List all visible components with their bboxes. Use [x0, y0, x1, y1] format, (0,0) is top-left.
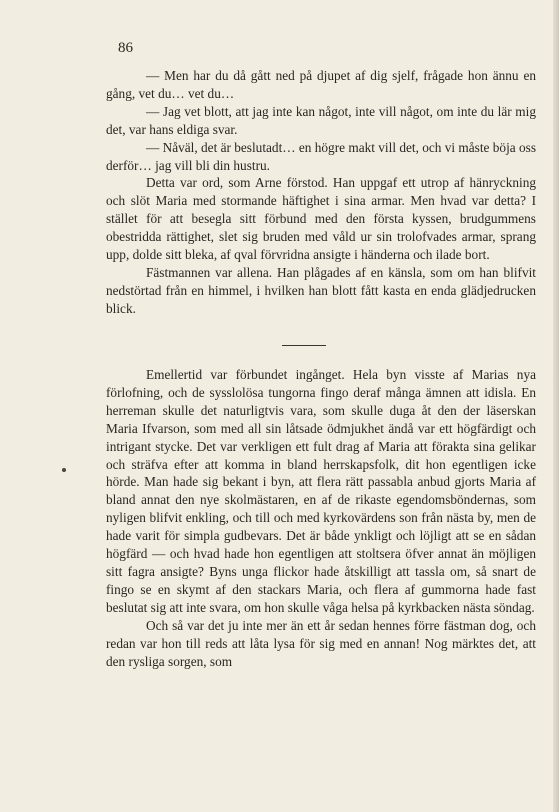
paragraph: Emellertid var förbundet ingånget. Hela byn visste af Marias nya förlofning, och de sysslolösa tungorna fingo deraf många ämnen att idisla. En herreman skulle det naturligtvis vara, som skulle duga åt den der läserskan Maria Ifvarson, som med all sin låtsade ödmjukhet ändå var ett högfärdigt och intrigant stycke. Det var verkligen ett fult drag af Maria att förakta sina gelikar och sträfva efter att komma in bland herrskapsfolk, dit hon egentligen icke hörde. Man hade sig bekant i byn, att flera rätt passabla anbud gjorts Maria af bland annat den nye skolmästaren, en af de rikaste egendomsböndernas, som nyligen blifvit enkling, och till och med kyrkovärdens son från nästa by, men de hade varit för simpla gudbevars. Det är både ynkligt och löjligt att se en sådan högfärd — och hvad hade hon egentligen att stoltsera öfver annat än möjligen sitt fagra ansigte? Byns unga flickor hade åtskilligt att tassla om, så snart de fingo se en skymt af den stackars Maria, och flera af gummorna hade fast beslutat sig att inte svara, om hon skulle våga helsa på kyrkbacken nästa söndag.	[106, 367, 536, 615]
page-number: 86	[118, 40, 133, 56]
paragraph: Detta var ord, som Arne förstod. Han uppgaf ett utrop af hänryckning och slöt Maria med stormande häftighet i sina armar. Men hvad var detta? I stället för att besegla sitt förbund med den första kyssen, brudgummens obestridda rättighet, slet sig bruden med våld ur sin trolofvades armar, sprang upp, dolde sitt bleka, af qval förvridna ansigte i händerna och ilade bort.	[106, 175, 536, 263]
section-divider	[282, 345, 326, 346]
paragraph: Och så var det ju inte mer än ett år sedan hennes förre fästman dog, och redan var hon till reds att låta lysa för sig med en annan! Nog märktes det, att den rysliga sorgen, som	[106, 617, 536, 669]
section-top	[106, 67, 536, 318]
margin-mark	[62, 468, 66, 472]
paragraph: — Men har du då gått ned på djupet af dig sjelf, frågade hon ännu en gång, vet du… vet du…	[106, 68, 536, 101]
paragraph: — Nåväl, det är beslutadt… en högre makt vill det, och vi måste böja oss derför… jag vill bli din hustru.	[106, 139, 536, 173]
section-bottom	[106, 366, 536, 670]
page-edge	[553, 0, 559, 812]
paragraph: — Jag vet blott, att jag inte kan något, inte vill något, om inte du lär mig det, var hans eldiga svar.	[106, 103, 536, 137]
paragraph: Fästmannen var allena. Han plågades af en känsla, som om han blifvit nedstörtad från en himmel, i hvilken han blott fått kasta en enda glädjedrucken blick.	[106, 264, 536, 316]
